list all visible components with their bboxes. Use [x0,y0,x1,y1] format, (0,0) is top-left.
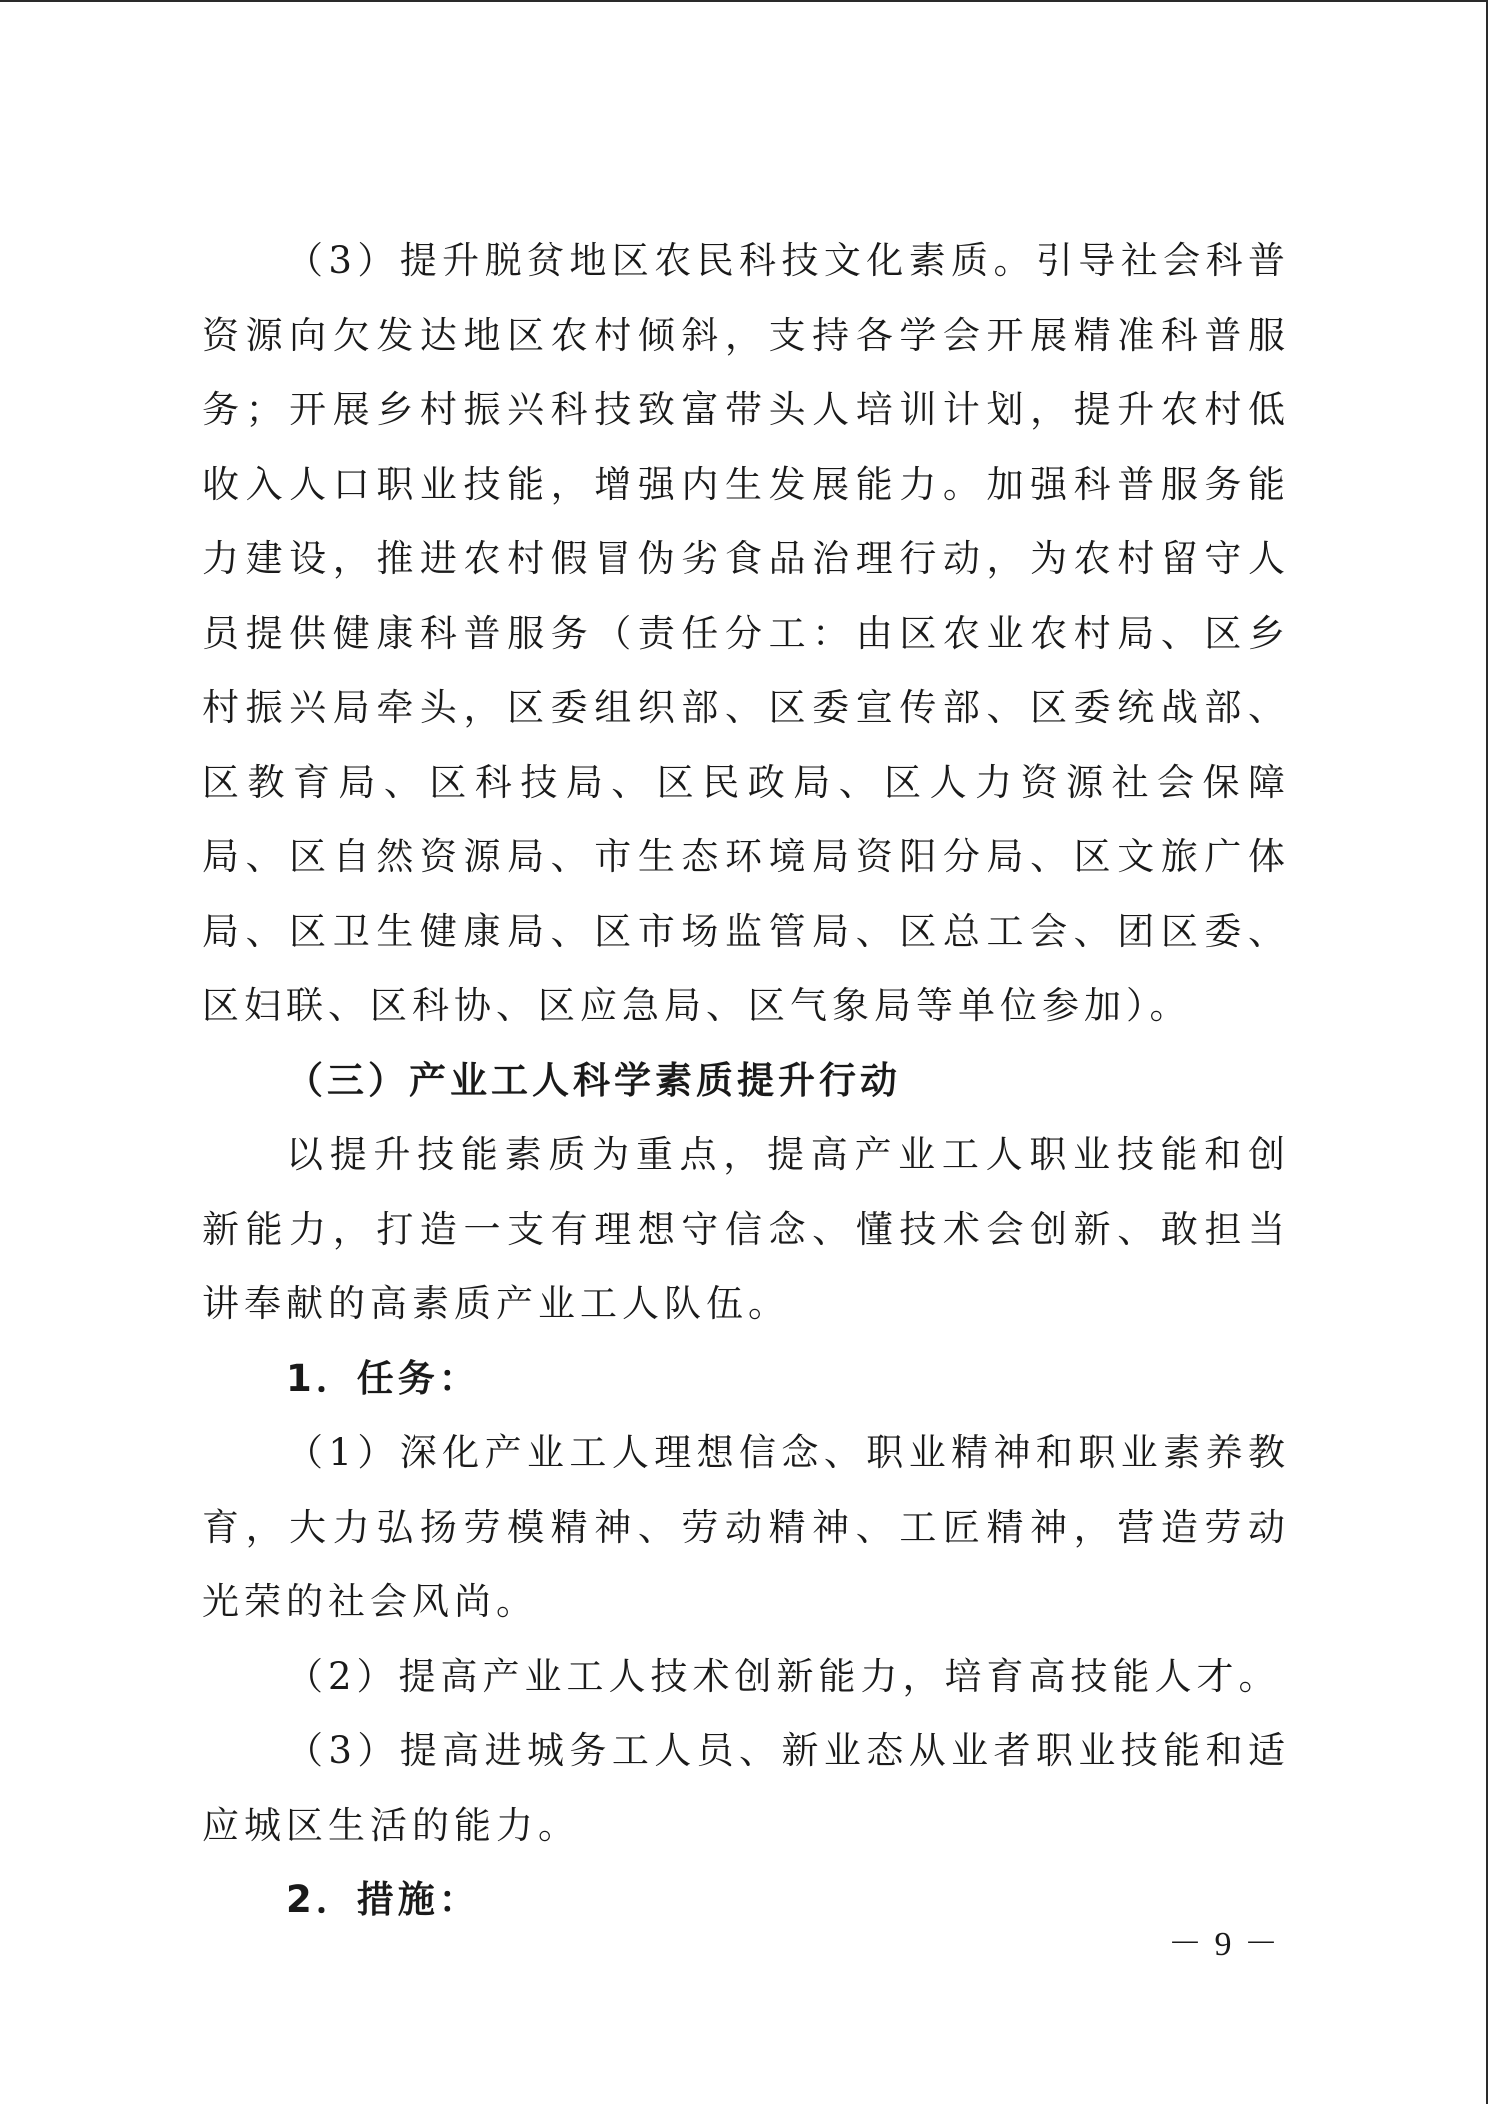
paragraph-task-3: （3）提高进城务工人员、新业态从业者职业技能和适应城区生活的能力。 [202,1729,1290,1847]
page-number: － 9 － [1168,1926,1280,1963]
subheading-measures: 2．措施： [286,1878,480,1921]
paragraph-industrial-workers-intro: 以提升技能素质为重点，提高产业工人职业技能和创新能力，打造一支有理想守信念、懂技术会创新、敢担当讲奉献的高素质产业工人队伍。 [202,1133,1290,1325]
section-heading-industrial-workers: （三）产业工人科学素质提升行动 [286,1058,901,1102]
subheading-tasks: 1．任务： [286,1356,480,1400]
document-body [202,224,1290,1938]
paragraph-task-1: （1）深化产业工人理想信念、职业精神和职业素养教育，大力弘扬劳模精神、劳动精神、工匠精神，营造劳动光荣的社会风尚。 [202,1431,1290,1623]
paragraph-rural-science-quality: （3）提升脱贫地区农民科技文化素质。引导社会科普资源向欠发达地区农村倾斜，支持各学会开展精准科普服务；开展乡村振兴科技致富带头人培训计划，提升农村低收入人口职业技能，增强内生发展能力。加强科普服务能力建设，推进农村假冒伪劣食品治理行动，为农村留守人员提供健康科普服务（责任分工：由区农业农村局、区乡村振兴局牵头，区委组织部、区委宣传部、区委统战部、区教育局、区科技局、区民政局、区人力资源社会保障局、区自然资源局、市生态环境局资阳分局、区文旅广体局、区卫生健康局、区市场监管局、区总工会、团区委、区妇联、区科协、区应急局、区气象局等单位参加）。 [202,239,1290,1027]
paragraph-task-2: （2）提高产业工人技术创新能力，培育高技能人才。 [286,1654,1281,1698]
